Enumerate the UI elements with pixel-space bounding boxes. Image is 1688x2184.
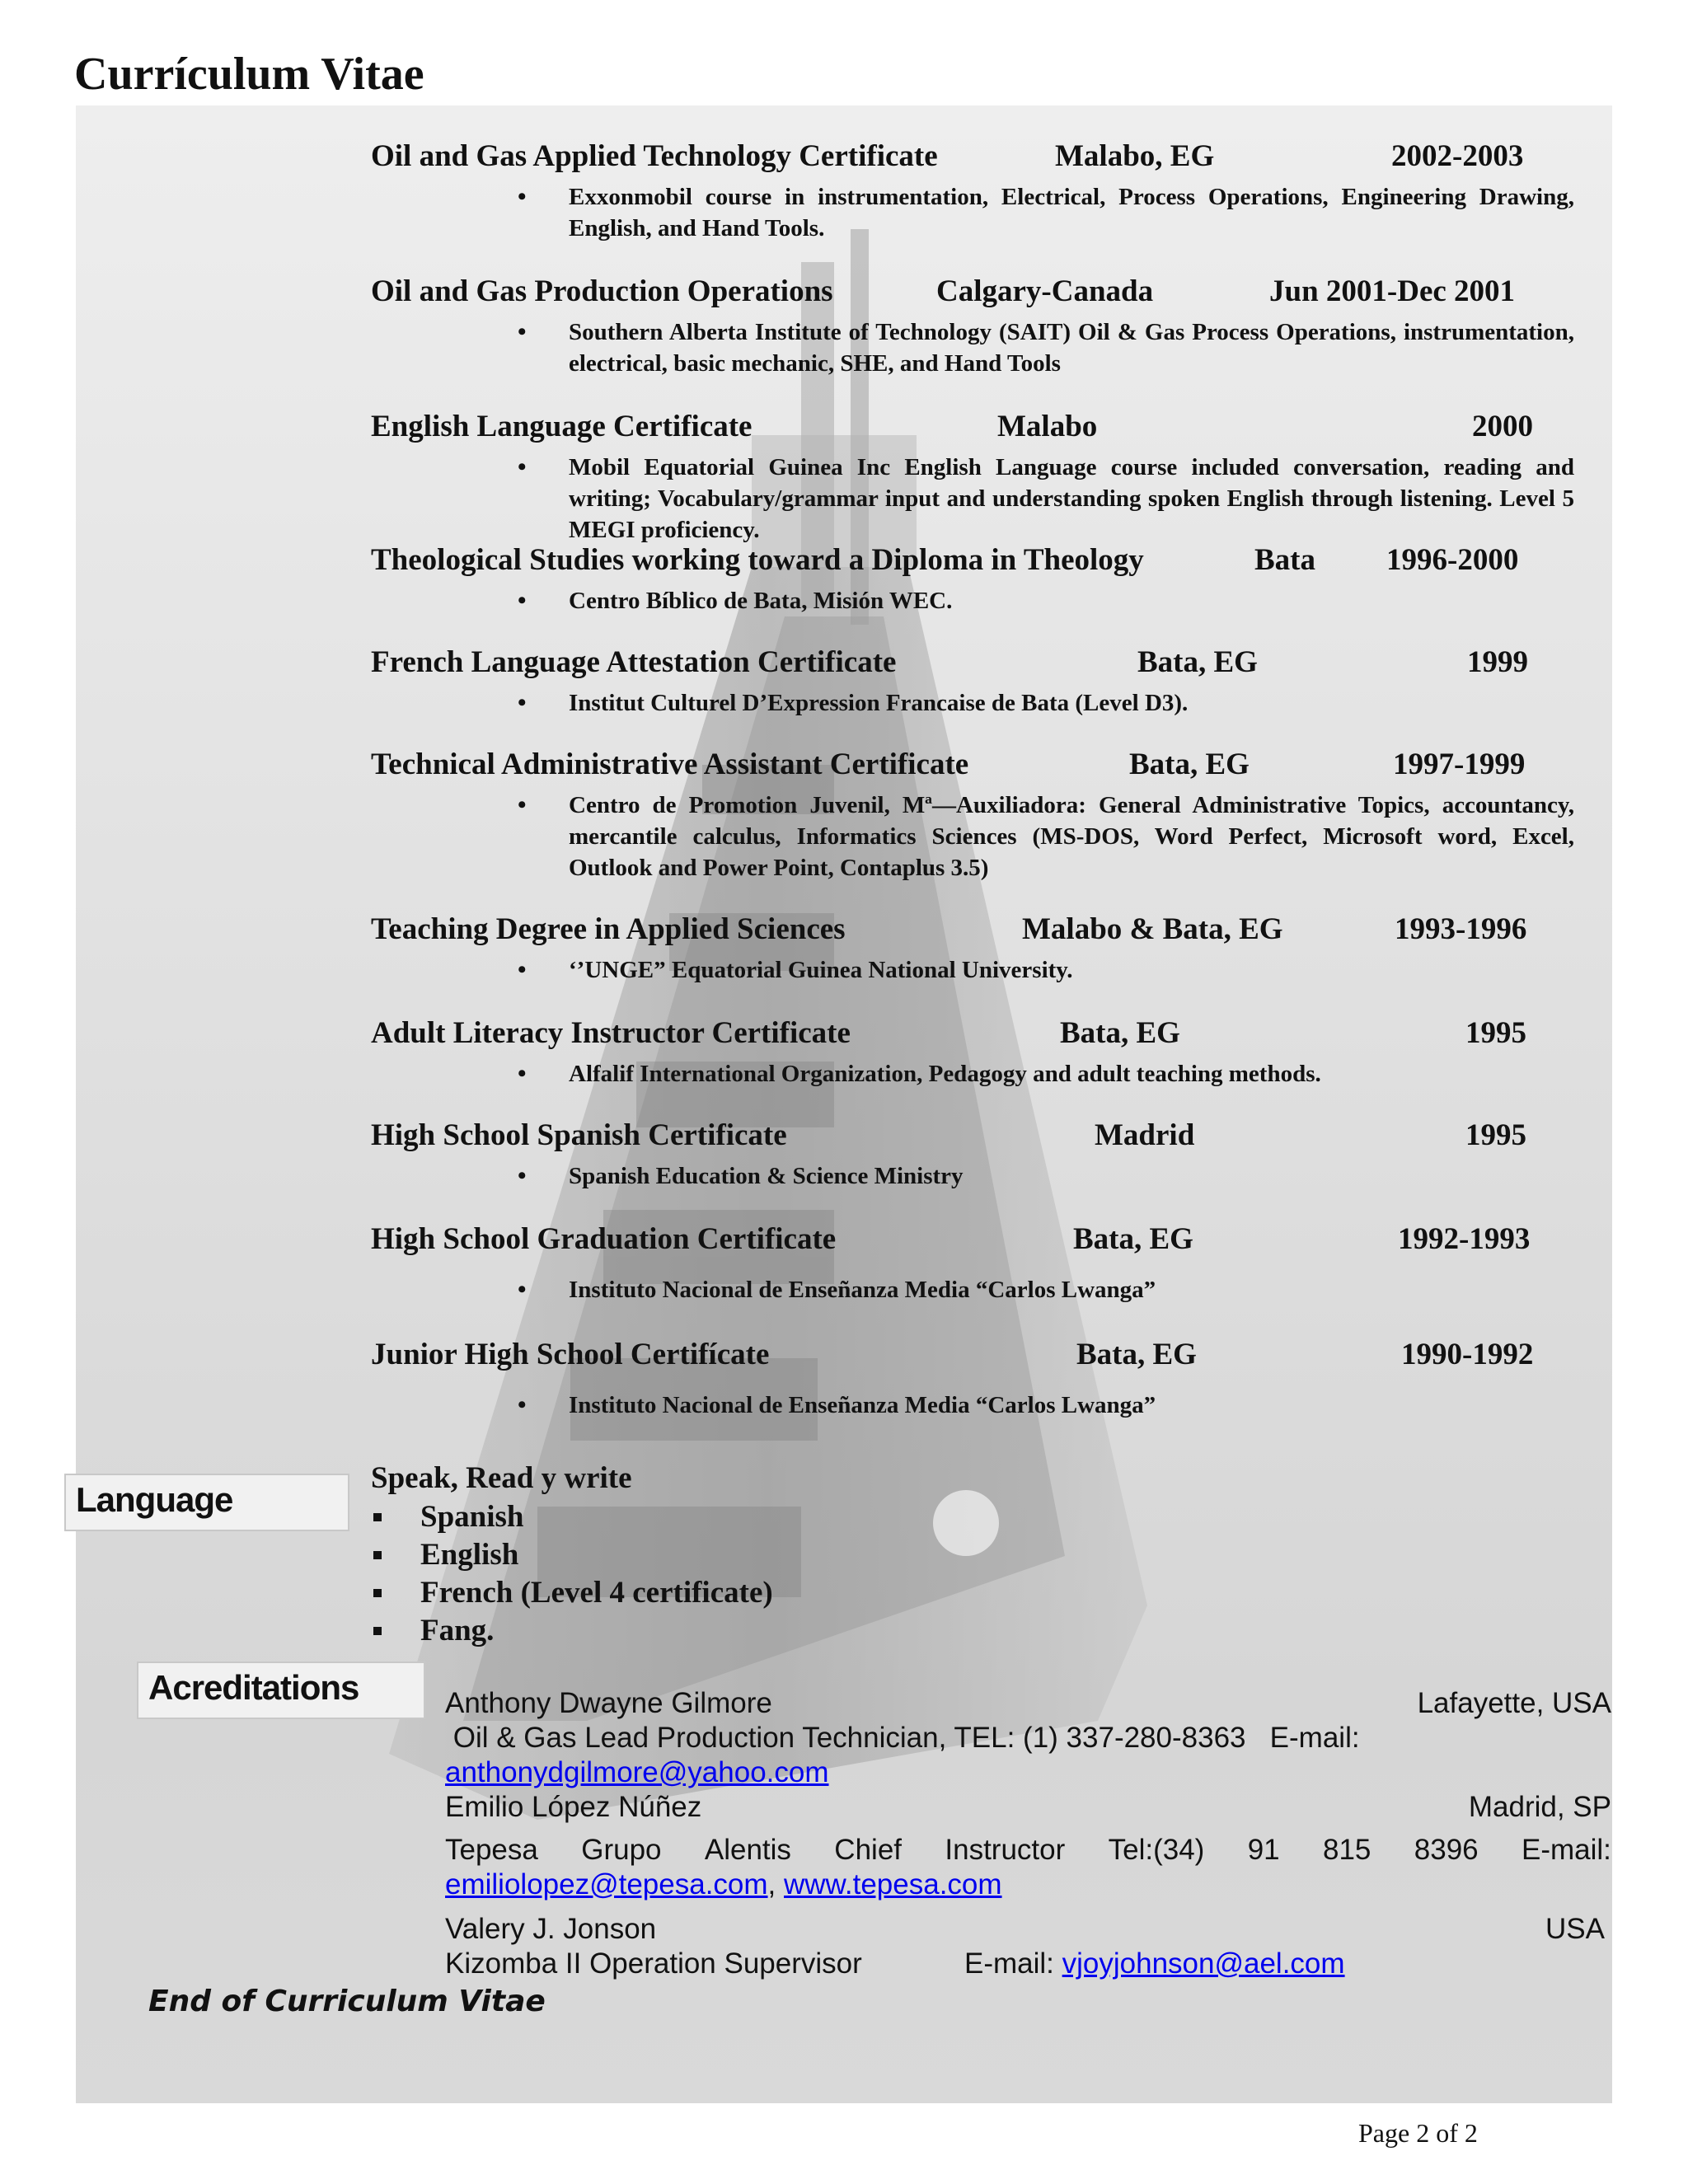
education-entry-header [371, 1118, 1574, 1157]
education-entry [371, 1118, 1574, 1192]
education-location: Bata, EG [1137, 645, 1258, 679]
education-bullets [371, 687, 1574, 719]
education-location: Bata, EG [1060, 1016, 1180, 1050]
education-bullet: • Southern Alberta Institute of Technology (SAIT) Oil & Gas Process Operations, instrumentation, electrical, basic mechanic, SHE, and Hand Tools [569, 316, 1574, 379]
education-title: High School Spanish Certificate [371, 1118, 787, 1152]
education-bullets [371, 316, 1574, 379]
reference-website-link[interactable]: www.tepesa.com [784, 1868, 1002, 1900]
education-title: Technical Administrative Assistant Certificate [371, 748, 969, 781]
education-bullets [371, 452, 1574, 546]
education-bullets [371, 1274, 1574, 1305]
education-title: Junior High School Certifícate [371, 1338, 770, 1371]
reference-name: Valery J. Jonson [445, 1913, 657, 1945]
education-title: Theological Studies working toward a Diploma in Theology [371, 543, 1144, 577]
education-bullet: • Mobil Equatorial Guinea Inc English Language course included conversation, reading and writing; Vocabulary/grammar input and understanding spoken English through listening. Level 5 MEGI proficiency. [569, 452, 1574, 546]
education-bullets [371, 181, 1574, 244]
education-bullets [371, 1390, 1574, 1421]
education-bullet: • Centro de Promotion Juvenil, Mª—Auxiliadora: General Administrative Topics, accountancy, mercantile calculus, Informatics Sciences (MS-DOS, Word Perfect, Microsoft word, Excel, Outlook and Power Point, Contaplus 3.5) [569, 790, 1574, 883]
education-entry [371, 274, 1574, 379]
reference-detail-word: 91 [1247, 1834, 1280, 1866]
reference-detail-word: Tepesa [445, 1834, 538, 1866]
education-date: Jun 2001-Dec 2001 [1269, 274, 1516, 308]
education-title: High School Graduation Certificate [371, 1222, 837, 1256]
education-entry-header [371, 1221, 1574, 1261]
education-location: Bata, EG [1073, 1222, 1193, 1256]
education-date: 1992-1993 [1398, 1222, 1531, 1256]
education-bullet: • Alfalif International Organization, Pedagogy and adult teaching methods. [569, 1058, 1574, 1090]
education-entry [371, 409, 1574, 546]
page-number: Page 2 of 2 [1358, 2118, 1478, 2148]
accreditations-references [445, 1686, 1611, 1981]
reference-email-link[interactable]: anthonydgilmore@yahoo.com [445, 1756, 829, 1788]
education-title: Adult Literacy Instructor Certificate [371, 1016, 851, 1050]
link-separator: , [767, 1868, 784, 1900]
education-bullet: • Instituto Nacional de Enseñanza Media “Carlos Lwanga” [569, 1274, 1574, 1305]
education-entry [371, 542, 1574, 616]
reference-location: USA [1545, 1913, 1605, 1945]
education-title: Teaching Degree in Applied Sciences [371, 912, 846, 946]
education-date: 1997-1999 [1393, 748, 1526, 781]
reference-1-email-row [445, 1755, 1611, 1790]
education-entry-header [371, 912, 1574, 951]
language-list [371, 1498, 773, 1650]
education-title: French Language Attestation Certificate [371, 645, 897, 679]
reference-3-details [445, 1947, 1611, 1981]
reference-detail-word: Tel:(34) [1108, 1834, 1205, 1866]
education-date: 1999 [1467, 645, 1528, 679]
language-item: Spanish [371, 1498, 773, 1536]
education-entry-header [371, 138, 1574, 178]
education-entry-header [371, 1015, 1574, 1055]
education-location: Malabo [997, 410, 1098, 443]
reference-location: Madrid, SP [1468, 1791, 1611, 1823]
reference-email-group [964, 1947, 1345, 1981]
education-bullet: • Instituto Nacional de Enseñanza Media “Carlos Lwanga” [569, 1390, 1574, 1421]
education-bullet: • Spanish Education & Science Ministry [569, 1160, 1574, 1192]
education-location: Malabo & Bata, EG [1022, 912, 1283, 946]
page-title: Currículum Vitae [74, 49, 424, 100]
language-item: Fang. [371, 1612, 773, 1650]
education-entry [371, 138, 1574, 244]
reference-detail-word: Instructor [945, 1834, 1066, 1866]
education-bullet: • Exxonmobil course in instrumentation, Electrical, Process Operations, Engineering Drawing, English, and Hand Tools. [569, 181, 1574, 244]
reference-email-link[interactable]: vjoyjohnson@ael.com [1062, 1947, 1345, 1980]
education-date: 2000 [1472, 410, 1533, 443]
education-location: Calgary-Canada [936, 274, 1154, 308]
education-title: English Language Certificate [371, 410, 753, 443]
education-bullets [371, 1058, 1574, 1090]
education-bullets [371, 954, 1574, 986]
reference-detail-word: E-mail: [1522, 1834, 1611, 1866]
education-entry-header [371, 409, 1574, 448]
language-section-label: Language [64, 1474, 349, 1531]
education-bullet: • Institut Culturel D’Expression Francaise de Bata (Level D3). [569, 687, 1574, 719]
education-bullets [371, 585, 1574, 616]
reference-3-header [445, 1912, 1611, 1947]
education-location: Bata, EG [1076, 1338, 1197, 1371]
education-entry [371, 1337, 1574, 1421]
education-entry [371, 1221, 1574, 1305]
education-date: 1995 [1465, 1118, 1526, 1152]
education-bullet: • Centro Bíblico de Bata, Misión WEC. [569, 585, 1574, 616]
education-bullets [371, 1160, 1574, 1192]
reference-email-label: E-mail: [964, 1947, 1062, 1980]
reference-detail-word: Chief [834, 1834, 903, 1866]
education-entry [371, 747, 1574, 883]
reference-name: Anthony Dwayne Gilmore [445, 1687, 772, 1719]
language-intro: Speak, Read y write [371, 1461, 632, 1495]
reference-1-header [445, 1686, 1611, 1721]
language-item: French (Level 4 certificate) [371, 1574, 773, 1612]
education-date: 1995 [1465, 1016, 1526, 1050]
accreditations-section-label: Acreditations [137, 1661, 425, 1719]
education-date: 1996-2000 [1386, 543, 1519, 577]
reference-role: Kizomba II Operation Supervisor [445, 1947, 862, 1980]
reference-detail-word: Grupo [581, 1834, 662, 1866]
reference-2-header [445, 1790, 1611, 1825]
reference-detail-word: 815 [1323, 1834, 1372, 1866]
education-date: 1993-1996 [1395, 912, 1527, 946]
reference-detail-word: Alentis [704, 1834, 791, 1866]
reference-2-details [445, 1833, 1611, 1868]
reference-detail-word: 8396 [1414, 1834, 1479, 1866]
education-location: Bata [1254, 543, 1315, 577]
education-entry [371, 644, 1574, 719]
education-bullets [371, 790, 1574, 883]
education-entry-header [371, 1337, 1574, 1376]
education-entry [371, 912, 1574, 986]
language-item: English [371, 1536, 773, 1574]
education-date: 2002-2003 [1391, 139, 1524, 173]
reference-location: Lafayette, USA [1417, 1687, 1611, 1719]
education-entry-header [371, 644, 1574, 684]
reference-1-details: Oil & Gas Lead Production Technician, TEL: (1) 337-280-8363 E-mail: [445, 1722, 1360, 1754]
end-of-cv-note: End of Curriculum Vitae [148, 1985, 546, 2018]
education-entry-header [371, 274, 1574, 313]
education-entry-header [371, 542, 1574, 582]
reference-2-links-row [445, 1868, 1611, 1902]
education-location: Bata, EG [1129, 748, 1250, 781]
reference-email-link[interactable]: emiliolopez@tepesa.com [445, 1868, 768, 1900]
language-block [371, 1460, 773, 1650]
education-title: Oil and Gas Applied Technology Certificate [371, 139, 938, 173]
education-location: Madrid [1095, 1118, 1195, 1152]
education-date: 1990-1992 [1401, 1338, 1534, 1371]
education-bullet: • ‘’UNGE” Equatorial Guinea National University. [569, 954, 1574, 986]
education-entry-header [371, 747, 1574, 786]
reference-name: Emilio López Núñez [445, 1791, 702, 1823]
education-title: Oil and Gas Production Operations [371, 274, 833, 308]
education-entry [371, 1015, 1574, 1090]
education-location: Malabo, EG [1055, 139, 1215, 173]
